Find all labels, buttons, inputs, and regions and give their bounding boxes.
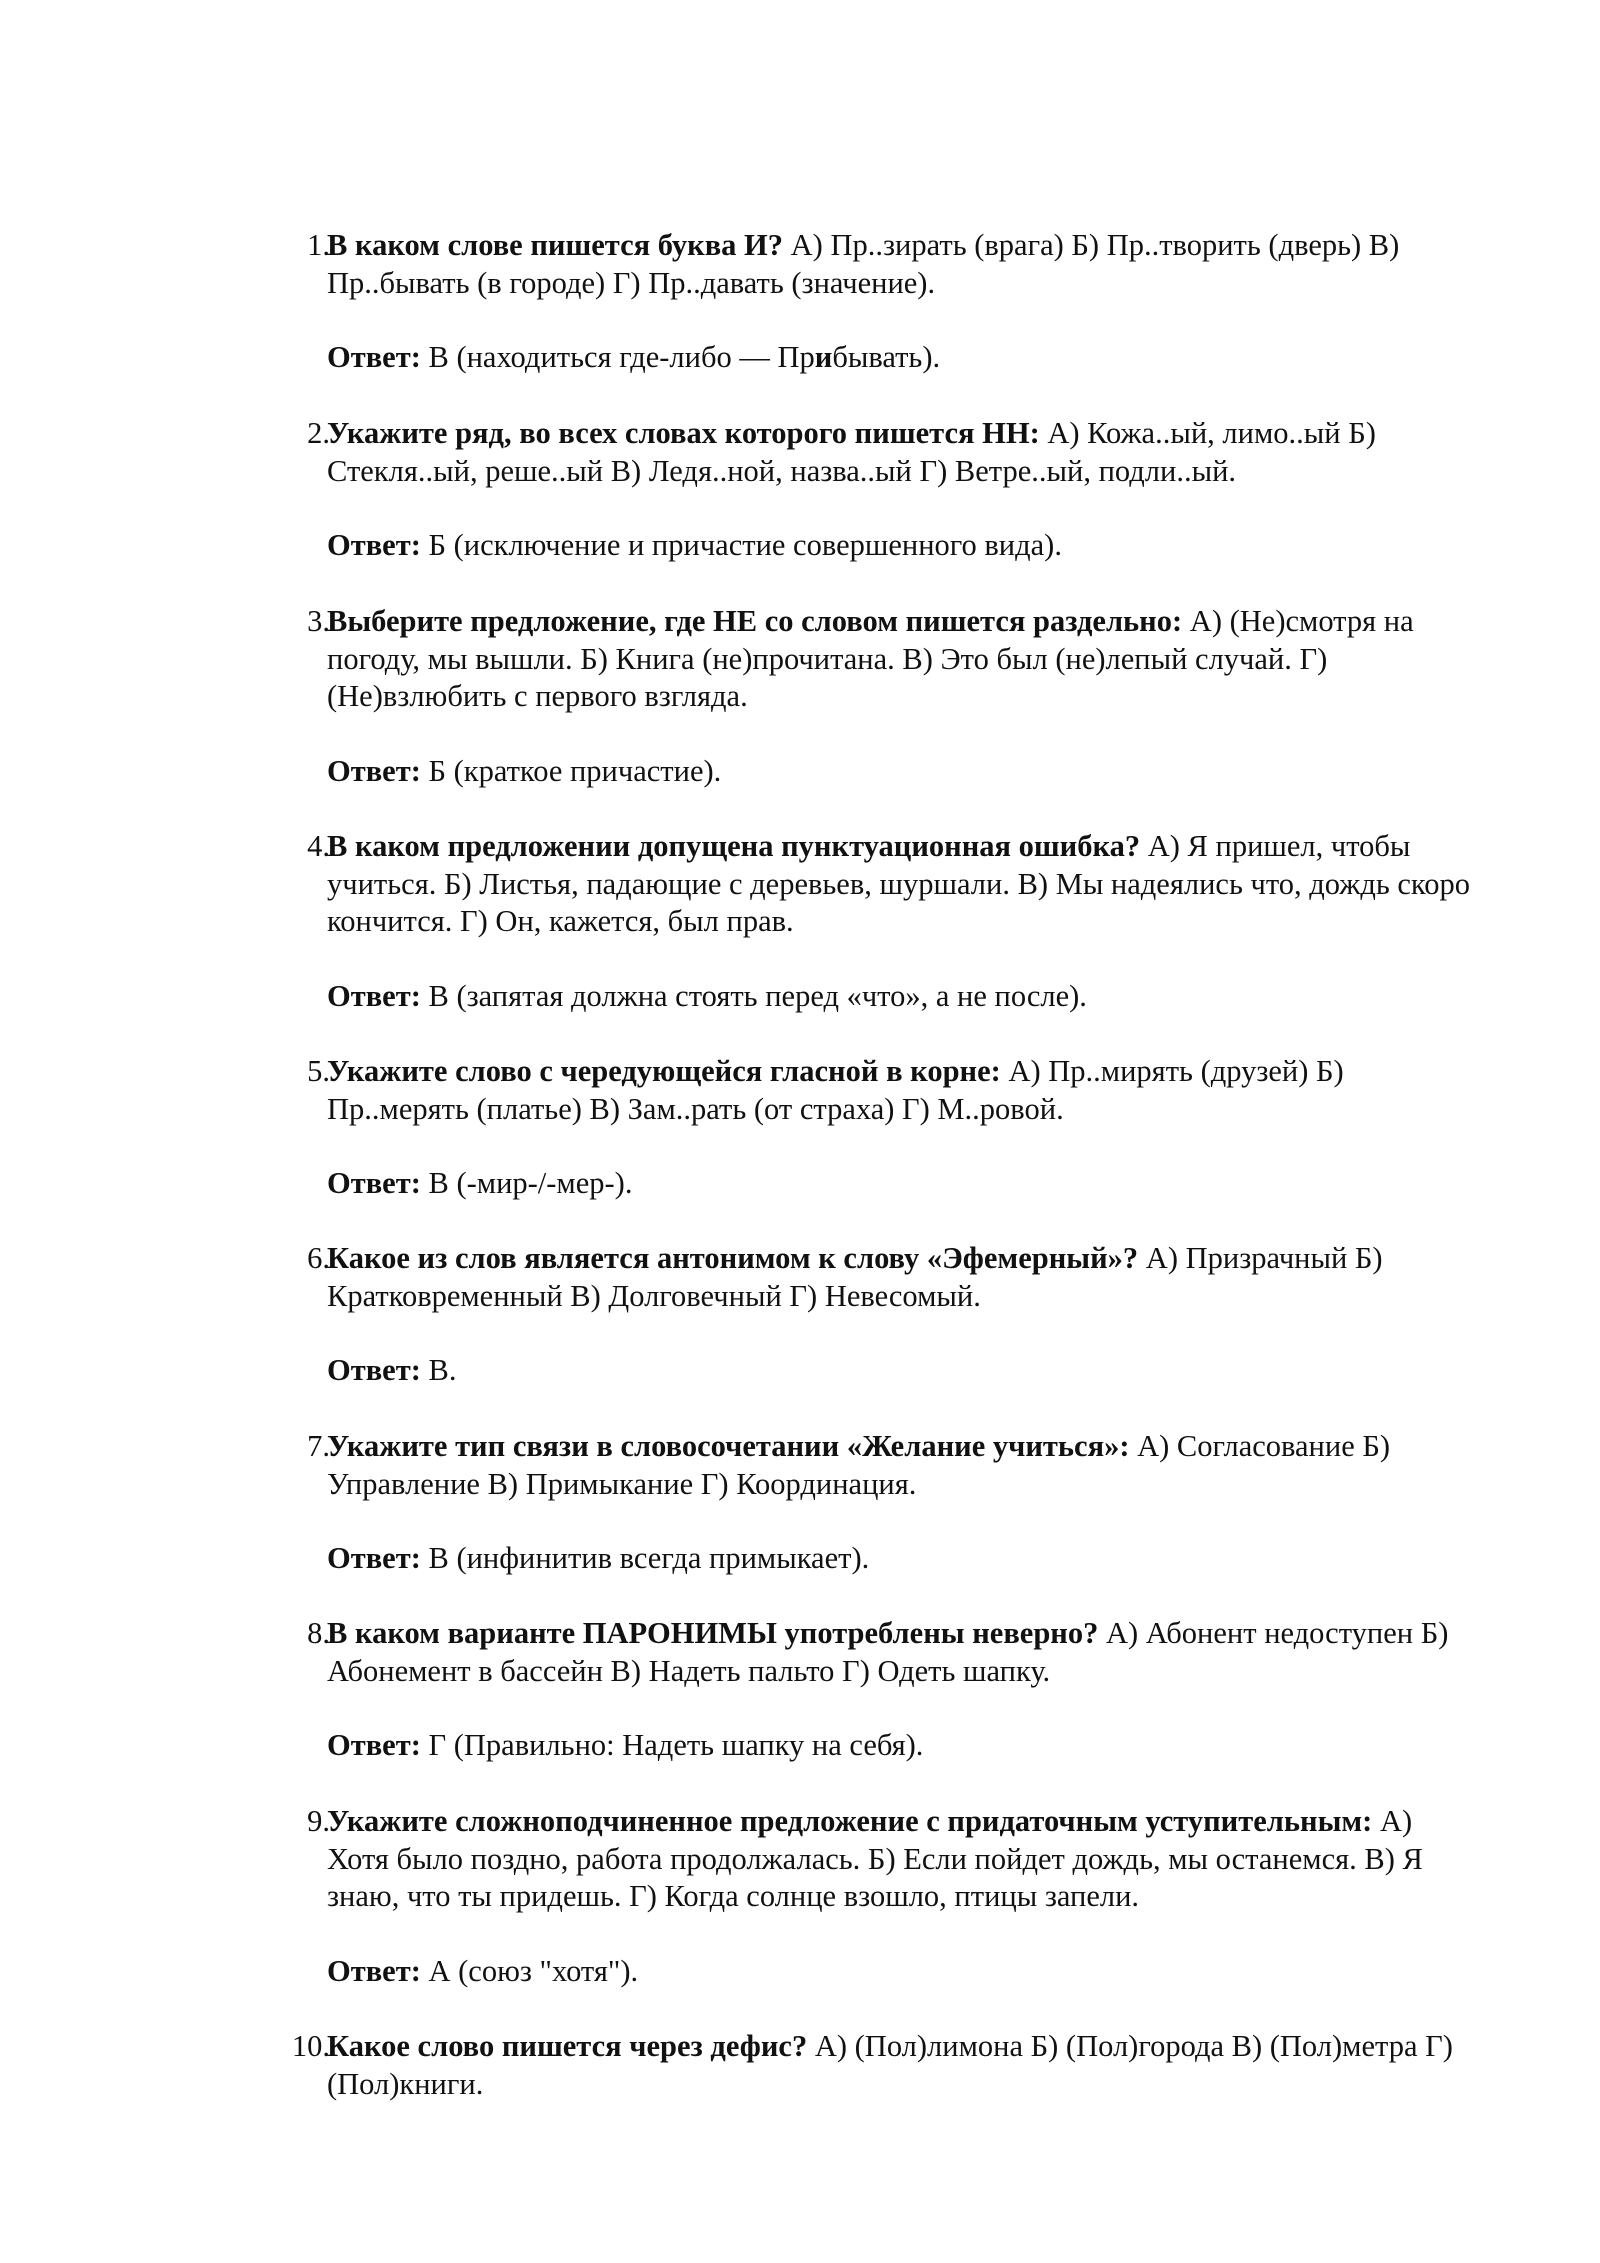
answer-line — [327, 978, 1472, 1016]
answer-text: В. — [420, 1353, 457, 1387]
answer-text: Б (краткое причастие). — [420, 754, 722, 788]
answer-label: Ответ: — [327, 979, 421, 1013]
answer-text-post: бывать). — [832, 340, 941, 374]
answer-line — [327, 339, 1472, 377]
question-text — [327, 828, 1472, 941]
question-prompt: В каком варианте ПАРОНИМЫ употреблены неверно? — [327, 1616, 1099, 1650]
answer-label: Ответ: — [327, 1954, 421, 1988]
answer-text: А (союз "хотя"). — [420, 1954, 639, 1988]
question-options: А) Кожа..ый, лимо..ый Б) Стекля..ый, реше..ый В) Ледя..ной, назва..ый Г) Ветре..ый, подли..ый. — [327, 416, 1376, 488]
question-options: А) Согласование Б) Управление В) Примыкание Г) Координация. — [327, 1429, 1391, 1501]
question-number: 10. — [291, 2029, 330, 2063]
question-options: А) Абонент недоступен Б) Абонемент в бассейн В) Надеть пальто Г) Одеть шапку. — [327, 1616, 1449, 1688]
question-number: 7. — [307, 1429, 330, 1463]
question-prompt: Укажите сложноподчиненное предложение с придаточным уступительным: — [327, 1804, 1373, 1838]
answer-label: Ответ: — [327, 340, 421, 374]
question-number: 8. — [307, 1616, 330, 1650]
question-text — [327, 227, 1472, 302]
question-prompt: В каком слове пишется буква И? — [327, 228, 784, 262]
question-number: 2. — [307, 416, 330, 450]
answer-line — [327, 753, 1472, 791]
question-options: А) Призрачный Б) Кратковременный В) Долговечный Г) Невесомый. — [327, 1241, 1383, 1313]
question-prompt: Укажите тип связи в словосочетании «Желание учиться»: — [327, 1429, 1130, 1463]
answer-text-pre: В (находиться где-либо — Пр — [420, 340, 815, 374]
answer-line — [327, 1540, 1472, 1578]
question-number: 9. — [307, 1804, 330, 1838]
question-options: А) Я пришел, чтобы учиться. Б) Листья, падающие с деревьев, шуршали. В) Мы надеялись что, дождь скоро кончится. Г) Он, кажется, был прав. — [327, 829, 1470, 938]
question-number: 6. — [307, 1241, 330, 1275]
question-prompt: Какое слово пишется через дефис? — [327, 2029, 808, 2063]
answer-line — [327, 1165, 1472, 1203]
question-prompt: Выберите предложение, где НЕ со словом пишется раздельно: — [327, 604, 1183, 638]
question-options: А) (Не)смотря на погоду, мы вышли. Б) Книга (не)прочитана. В) Это был (не)лепый случай. Г) (Не)взлюбить с первого взгляда. — [327, 604, 1414, 713]
question-text — [327, 1803, 1472, 1916]
answer-label: Ответ: — [327, 528, 421, 562]
answer-label: Ответ: — [327, 754, 421, 788]
answer-label: Ответ: — [327, 1166, 421, 1200]
question-number: 1. — [307, 228, 330, 262]
answer-text: В (запятая должна стоять перед «что», а не после). — [420, 979, 1087, 1013]
answer-line — [327, 527, 1472, 565]
question-text — [327, 415, 1472, 490]
question-number: 3. — [307, 604, 330, 638]
question-number: 4. — [307, 829, 330, 863]
answer-line — [327, 1352, 1472, 1390]
answer-text: Г (Правильно: Надеть шапку на себя). — [420, 1728, 924, 1762]
answer-line — [327, 1953, 1472, 1991]
question-text — [327, 2028, 1472, 2103]
question-prompt: Укажите ряд, во всех словах которого пишется НН: — [327, 416, 1040, 450]
question-prompt: Укажите слово с чередующейся гласной в корне: — [327, 1054, 1001, 1088]
question-options: А) (Пол)лимона Б) (Пол)города В) (Пол)метра Г) (Пол)книги. — [327, 2029, 1453, 2101]
answer-highlight-letter: и — [814, 340, 833, 374]
answer-label: Ответ: — [327, 1728, 421, 1762]
question-text — [327, 1615, 1472, 1690]
question-prompt: Какое из слов является антонимом к слову «Эфемерный»? — [327, 1241, 1139, 1275]
answer-text: В (инфинитив всегда примыкает). — [420, 1541, 870, 1575]
question-options: А) Пр..зирать (врага) Б) Пр..творить (дверь) В) Пр..бывать (в городе) Г) Пр..давать (значение). — [327, 228, 1400, 300]
answer-label: Ответ: — [327, 1353, 421, 1387]
question-text — [327, 603, 1472, 716]
answer-label: Ответ: — [327, 1541, 421, 1575]
question-text — [327, 1053, 1472, 1128]
question-text — [327, 1240, 1472, 1315]
answer-line — [327, 1727, 1472, 1765]
answer-text: Б (исключение и причастие совершенного вида). — [420, 528, 1062, 562]
question-prompt: В каком предложении допущена пунктуационная ошибка? — [327, 829, 1141, 863]
question-options: А) Хотя было поздно, работа продолжалась. Б) Если пойдет дождь, мы останемся. В) Я знаю, что ты придешь. Г) Когда солнце взошло, птицы запели. — [327, 1804, 1423, 1913]
question-options: А) Пр..мирять (друзей) Б) Пр..мерять (платье) В) Зам..рать (от страха) Г) М..ровой. — [327, 1054, 1344, 1126]
question-text — [327, 1428, 1472, 1503]
question-number: 5. — [307, 1054, 330, 1088]
answer-text: В (-мир-/-мер-). — [420, 1166, 633, 1200]
